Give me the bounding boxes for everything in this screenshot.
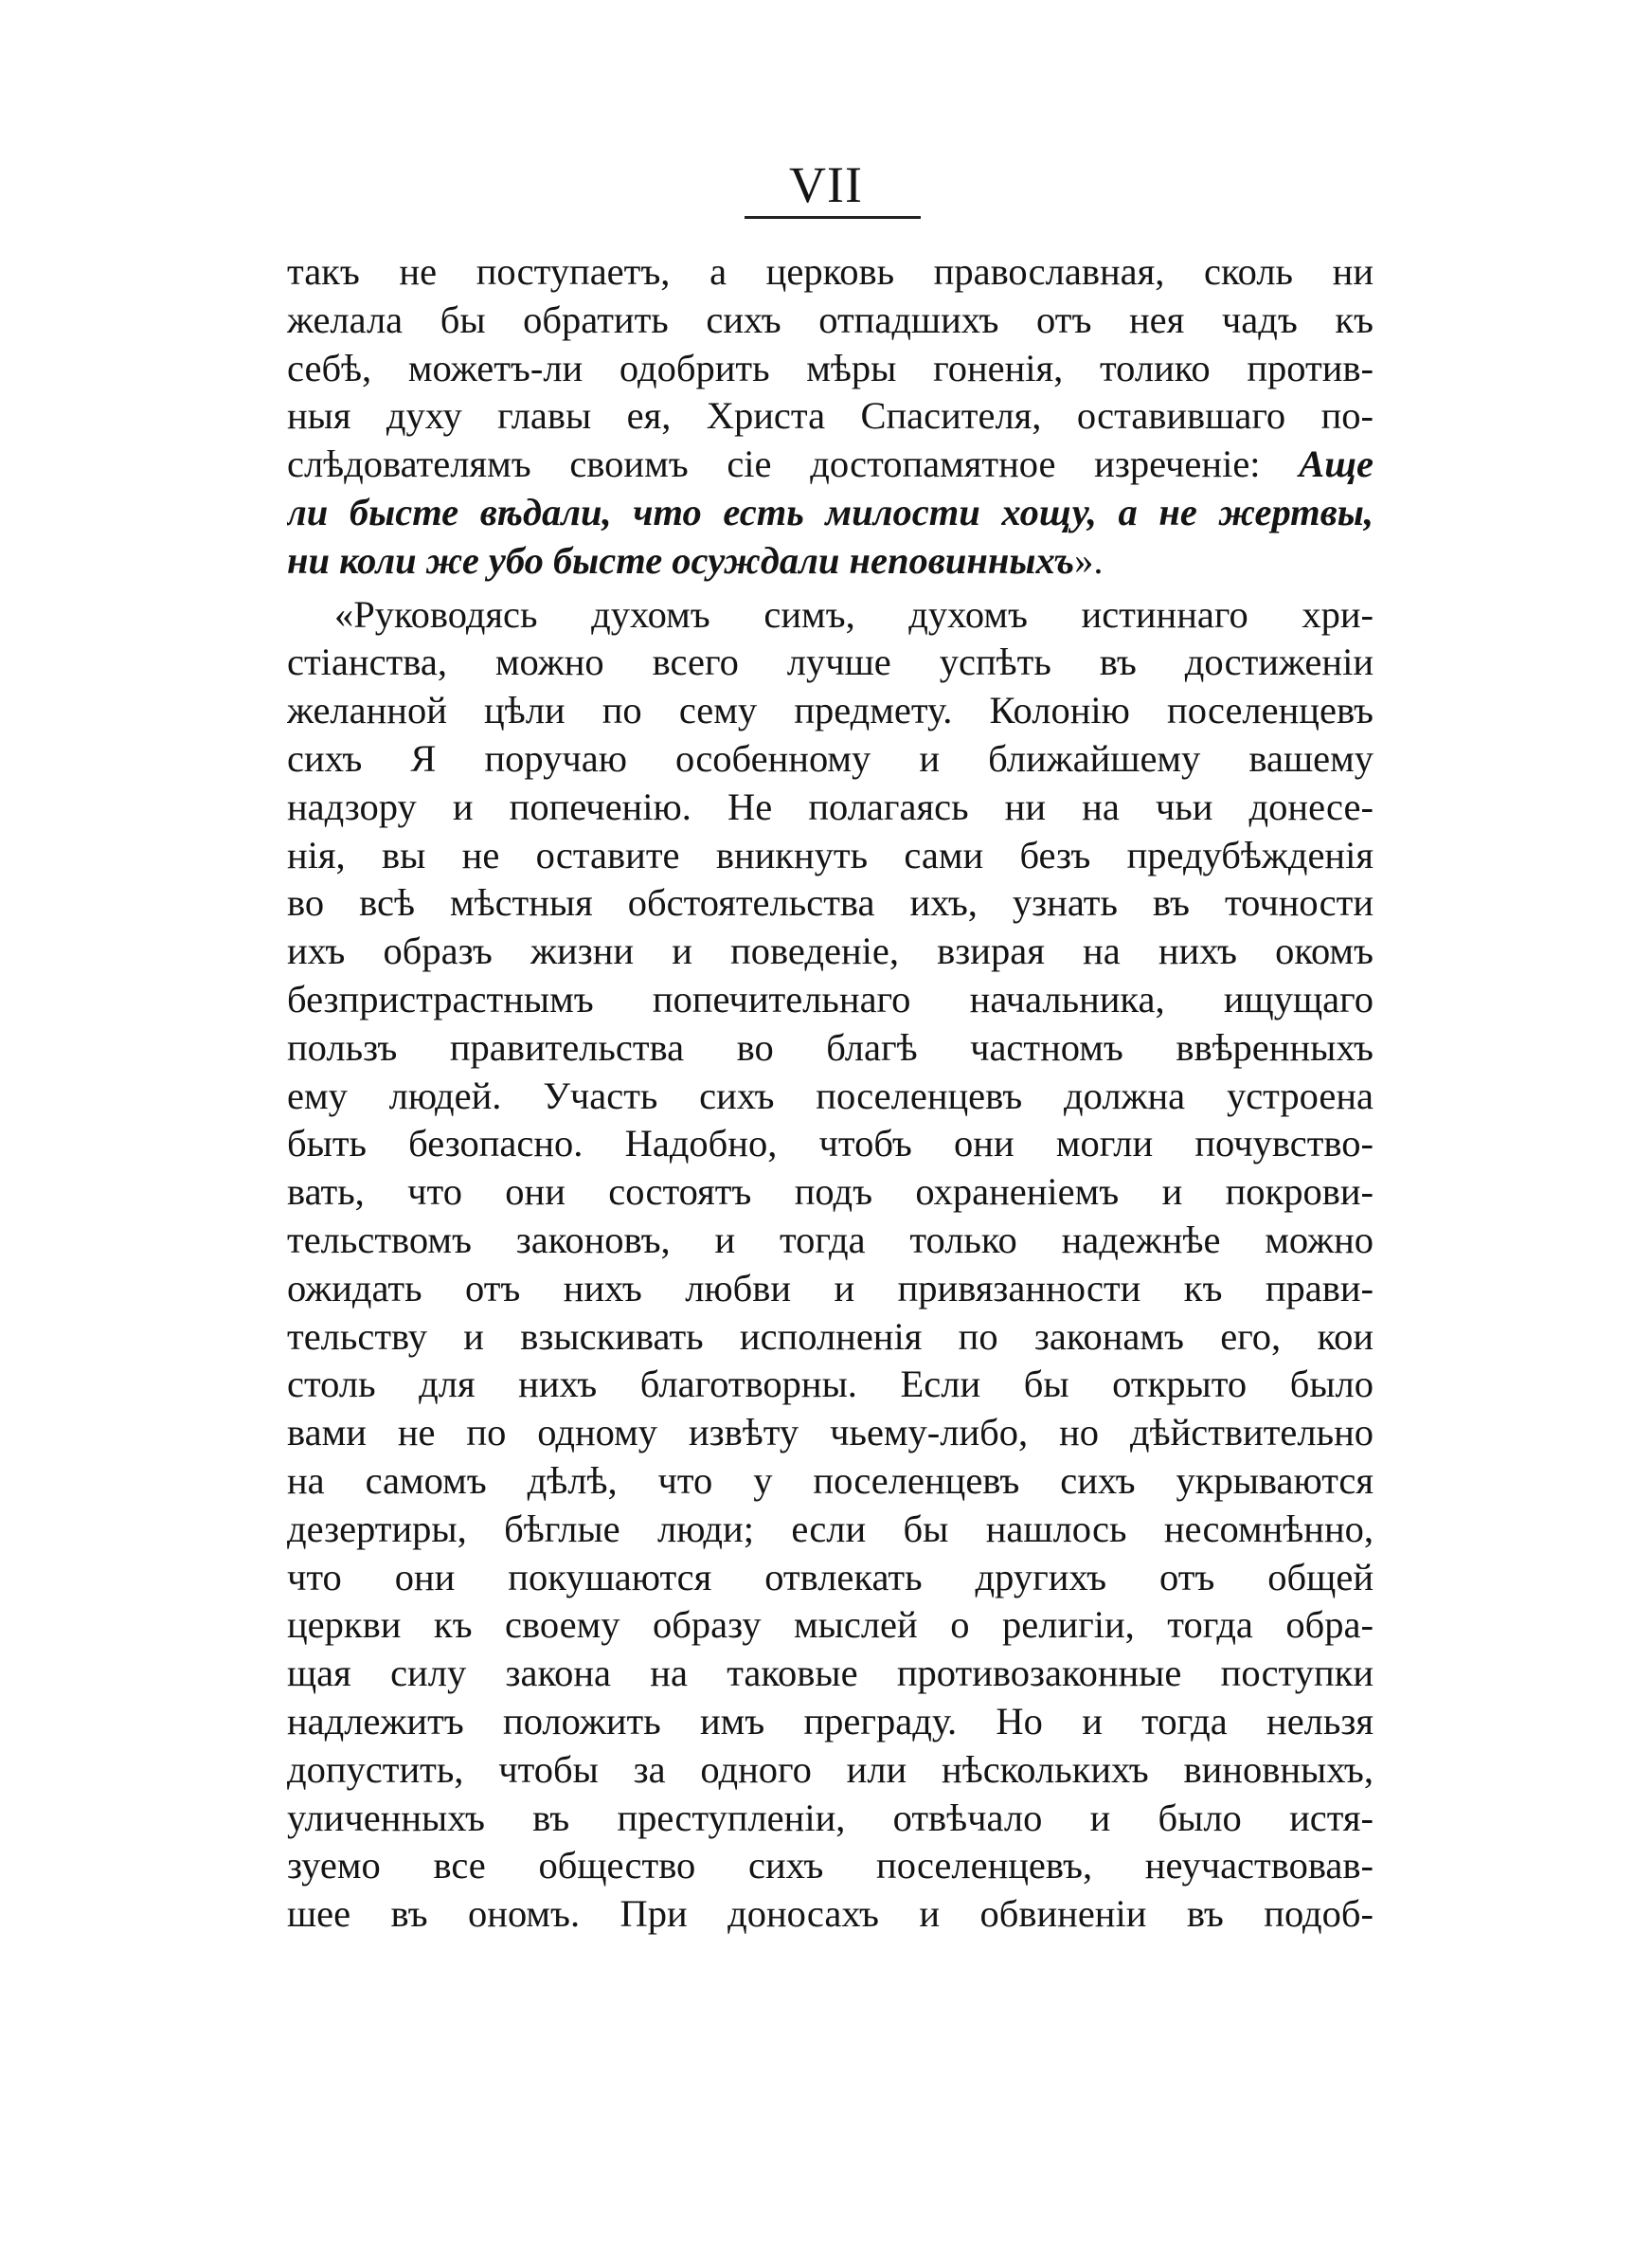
text-line: церкви къ своему образу мыслей о религіи, тогда обра- xyxy=(287,1603,1374,1647)
page-number: VII xyxy=(789,156,863,213)
header-rule xyxy=(745,216,921,219)
text-line: на самомъ дѣлѣ, что у поселенцевъ сихъ укрываются xyxy=(287,1458,1374,1502)
text-line: вами не по одному извѣту чьему-либо, но дѣйствительно xyxy=(287,1411,1374,1454)
text-line: шее въ ономъ. При доносахъ и обвиненіи въ подоб- xyxy=(287,1892,1374,1936)
text-line: желала бы обратить сихъ отпадшихъ отъ нея чадъ къ xyxy=(287,298,1374,341)
text-line: желанной цѣли по сему предмету. Колонію поселенцевъ xyxy=(287,689,1374,732)
text-line: пользъ правительства во благѣ частномъ ввѣренныхъ xyxy=(287,1025,1374,1069)
text-line: столь для нихъ благотворны. Если бы открыто было xyxy=(287,1363,1374,1406)
text-line: ихъ образъ жизни и поведеніе, взирая на нихъ окомъ xyxy=(287,930,1374,973)
text-line: быть безопасно. Надобно, чтобъ они могли почувство- xyxy=(287,1122,1374,1165)
text-line: слѣдователямъ своимъ сіе достопамятное изреченіе: Аще xyxy=(287,442,1374,486)
paragraph-1 xyxy=(287,248,1374,586)
text-line: себѣ, можетъ-ли одобрить мѣры гоненія, толико против- xyxy=(287,346,1374,389)
text-line: во всѣ мѣстныя обстоятельства ихъ, узнать въ точности xyxy=(287,881,1374,925)
text-line: что они покушаются отвлекать другихъ отъ общей xyxy=(287,1555,1374,1598)
text-line: такъ не поступаетъ, а церковь православная, сколь ни xyxy=(287,250,1374,293)
text-line: ожидать отъ нихъ любви и привязанности къ прави- xyxy=(287,1266,1374,1309)
text-line: нія, вы не оставите вникнуть сами безъ предубѣжденія xyxy=(287,833,1374,876)
paragraph-2 xyxy=(287,591,1374,1939)
italic-quote: Аще xyxy=(1299,442,1374,486)
text-line xyxy=(287,489,1374,537)
text-line: ныя духу главы ея, Христа Спасителя, оставившаго по- xyxy=(287,394,1374,438)
text-line: тельствомъ законовъ, и тогда только надежнѣе можно xyxy=(287,1218,1374,1261)
text-line: «Руководясь духомъ симъ, духомъ истиннаго хри- xyxy=(334,592,1374,636)
text-line: тельству и взыскивать исполненія по законамъ его, кои xyxy=(287,1314,1374,1358)
text-line: надзору и попеченію. Не полагаясь ни на чьи донесе- xyxy=(287,785,1374,828)
text-line: допустить, чтобы за одного или нѣсколькихъ виновныхъ, xyxy=(287,1747,1374,1791)
text-line: уличенныхъ въ преступленіи, отвѣчало и было истя- xyxy=(287,1796,1374,1839)
text-line: надлежитъ положить имъ преграду. Но и тогда нельзя xyxy=(287,1699,1374,1742)
text-line: зуемо все общество сихъ поселенцевъ, неучаствовав- xyxy=(287,1844,1374,1887)
italic-quote: ли бысте вѣдали, что есть милости хощу, а не жертвы, xyxy=(287,490,1374,533)
text-line: безпристрастнымъ попечительнаго начальника, ищущаго xyxy=(287,977,1374,1020)
text-line: дезертиры, бѣглые люди; если бы нашлось несомнѣнно, xyxy=(287,1507,1374,1550)
text-line: ни коли же убо бысте осуждали неповинныхъ». xyxy=(287,538,1104,582)
text-line: вать, что они состоятъ подъ охраненіемъ и покрови- xyxy=(287,1170,1374,1214)
italic-quote: ни коли же убо бысте осуждали неповинныхъ xyxy=(287,538,1075,582)
text-line: щая силу закона на таковые противозаконные поступки xyxy=(287,1652,1374,1695)
text-line: сихъ Я поручаю особенному и ближайшему вашему xyxy=(287,736,1374,780)
text-body xyxy=(287,248,1374,1939)
text-line: стіанства, можно всего лучше успѣть въ достиженіи xyxy=(287,641,1374,684)
page-header xyxy=(0,156,1652,213)
text-line: ему людей. Участь сихъ поселенцевъ должна устроена xyxy=(287,1074,1374,1117)
